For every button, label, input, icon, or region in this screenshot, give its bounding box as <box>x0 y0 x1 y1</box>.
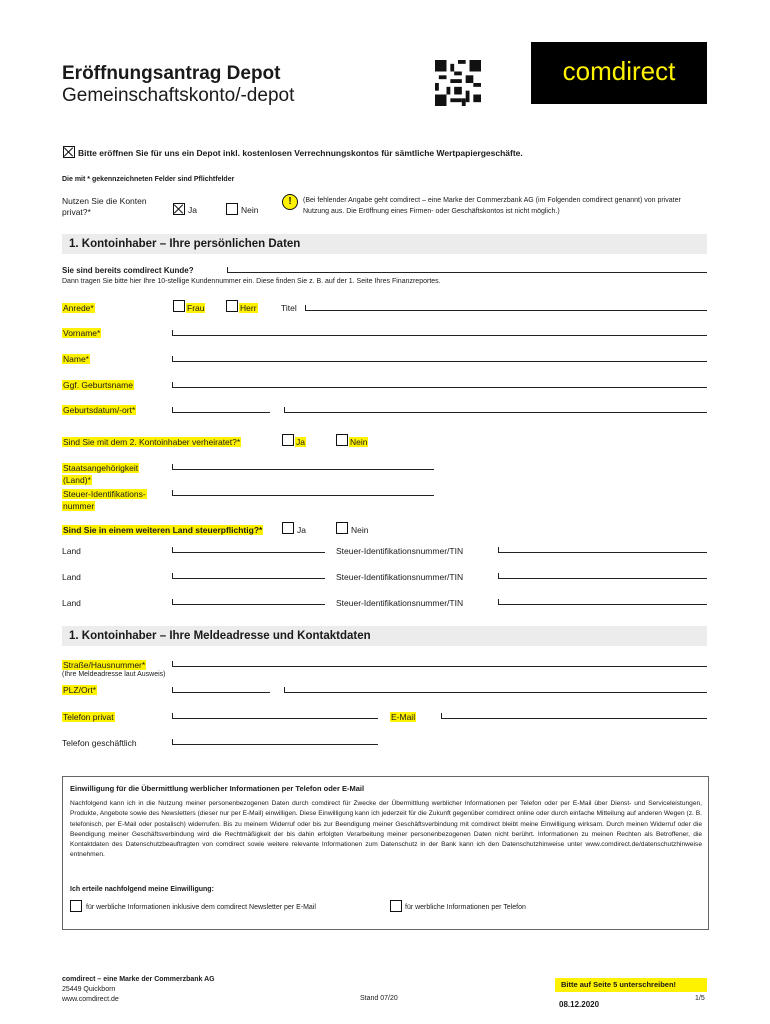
section-1-header: 1. Kontoinhaber – Ihre persönlichen Daten <box>62 234 707 254</box>
tax-question-label: Sind Sie in einem weiteren Land steuerpflichtig?* <box>63 525 263 535</box>
consent-email-label: für werbliche Informationen inklusive dem comdirect Newsletter per E-Mail <box>86 904 316 911</box>
consent-phone-checkbox[interactable] <box>390 900 402 912</box>
tax-ja-label: Ja <box>297 525 306 535</box>
plz-label: PLZ/Ort* <box>63 685 97 695</box>
page-number: 1/5 <box>695 995 705 1002</box>
land-label: Land <box>62 546 81 556</box>
section-2-header: 1. Kontoinhaber – Ihre Meldeadresse und Kontaktdaten <box>62 626 707 646</box>
staat-label-2: (Land)* <box>63 475 91 485</box>
open-depot-text: Bitte eröffnen Sie für uns ein Depot inkl. kostenlosen Verrechnungskontos für sämtliche Wertpapiergeschäfte. <box>78 148 523 158</box>
required-note: Die mit * gekennzeichneten Felder sind Pflichtfelder <box>62 176 235 183</box>
page-subtitle: Gemeinschaftskonto/-depot <box>62 85 295 106</box>
tax-nein-label: Nein <box>351 525 369 535</box>
email-field[interactable] <box>441 718 707 719</box>
steuer-id-field[interactable] <box>172 495 434 496</box>
consent-give: Ich erteile nachfolgend meine Einwilligung: <box>70 886 214 893</box>
land-field[interactable] <box>172 552 325 553</box>
footer-company: comdirect – eine Marke der Commerzbank AG <box>62 976 215 983</box>
footer-city: 25449 Quickborn <box>62 986 116 993</box>
ort-field[interactable] <box>284 692 707 693</box>
married-nein-label: Nein <box>350 437 368 447</box>
land-field[interactable] <box>172 604 325 605</box>
vorname-field[interactable] <box>172 335 707 336</box>
customer-number-field[interactable] <box>227 272 707 273</box>
tax-ja-checkbox[interactable] <box>282 522 294 534</box>
footer-date: 08.12.2020 <box>559 1000 600 1009</box>
frau-checkbox[interactable] <box>173 300 185 312</box>
email-label: E-Mail <box>391 712 416 722</box>
strasse-hint: (Ihre Meldeadresse laut Ausweis) <box>62 671 166 678</box>
plz-field[interactable] <box>172 692 270 693</box>
geburtsname-field[interactable] <box>172 387 707 388</box>
staat-label-1: Staatsangehörigkeit <box>63 463 139 473</box>
customer-hint: Dann tragen Sie bitte hier Ihre 10-stellige Kundennummer ein. Diese finden Sie z. B. auf der 1. Seite Ihres Finanzreportes. <box>62 278 441 285</box>
name-label: Name* <box>63 354 89 364</box>
land-label: Land <box>62 598 81 608</box>
warning-icon: ! <box>282 194 298 210</box>
geburtsdatum-field[interactable] <box>172 412 270 413</box>
telefon-g-label: Telefon geschäftlich <box>62 738 137 748</box>
vorname-label: Vorname* <box>63 328 101 338</box>
titel-label: Titel <box>281 303 297 313</box>
land-label: Land <box>62 572 81 582</box>
land-field[interactable] <box>172 578 325 579</box>
herr-label: Herr <box>240 303 257 313</box>
herr-checkbox[interactable] <box>226 300 238 312</box>
qr-code-icon <box>434 60 482 106</box>
private-use-note: (Bei fehlender Angabe geht comdirect – eine Marke der Commerzbank AG (im Folgenden comdirect genannt) von privater Nutzung aus. Die Eröffnung eines Firmen- oder Geschäftskontos ist nicht möglich.) <box>303 197 681 215</box>
steuer-label-2: nummer <box>63 501 95 511</box>
private-nein-checkbox[interactable] <box>226 203 238 215</box>
geburtsname-label: Ggf. Geburtsname <box>63 380 133 390</box>
consent-email-checkbox[interactable] <box>70 900 82 912</box>
telefon-field[interactable] <box>172 718 378 719</box>
married-nein-checkbox[interactable] <box>336 434 348 446</box>
tin-field[interactable] <box>498 578 707 579</box>
strasse-label: Straße/Hausnummer* <box>63 660 146 670</box>
consent-body: Nachfolgend kann ich in die Nutzung meiner personenbezogenen Daten durch comdirect für Zwecke der Übermittlung werblicher Informationen per Telefon oder per E-Mail über Dienst- und Serviceleistungen, Produkte, Angebote sowie des Newsletters (dieser nur per E-Mail) einwilligen. Diese Einwilligung kann ich jederzeit für die Zukunft gegenüber comdirect online oder durch einfache Mitteilung auf anderen Wegen (z. B. telefonisch, per E-Mail oder postalisch) widerrufen. Bis zu meinem Widerruf oder bis zur Beendigung meiner Geschäftsverbindung mit comdirect bleibt meine Einwilligung wirksam. Durch meinen Widerruf oder die Beendigung meiner Geschäftsverbindung wird die Rechtmäßigkeit der bis dahin erfolgten Verarbeitung meiner personenbezogenen Daten nicht berührt. Informationen zu meinen Rechten als Betroffener, die Kontaktdaten des Datenschutzbeauftragten von comdirect sowie weitere relevante Informationen zum Datenschutz in der Bank kann ich den Datenschutzhinweise unter www.comdirect.de/datenschutzhinweise entnehmen. <box>70 800 702 859</box>
titel-field[interactable] <box>305 310 707 311</box>
tin-field[interactable] <box>498 552 707 553</box>
name-field[interactable] <box>172 361 707 362</box>
tin-field[interactable] <box>498 604 707 605</box>
tin-label: Steuer-Identifikationsnummer/TIN <box>336 598 464 608</box>
sign-reminder: Bitte auf Seite 5 unterschreiben! <box>561 980 677 989</box>
private-nein-label: Nein <box>241 205 259 215</box>
steuer-label-1: Steuer-Identifikations- <box>63 489 146 499</box>
open-depot-checkbox[interactable] <box>63 146 75 158</box>
consent-title: Einwilligung für die Übermittlung werblicher Informationen per Telefon oder E-Mail <box>70 784 365 793</box>
private-ja-label: Ja <box>188 205 197 215</box>
married-label: Sind Sie mit dem 2. Kontoinhaber verheiratet?* <box>63 437 241 447</box>
strasse-field[interactable] <box>172 666 707 667</box>
frau-label: Frau <box>187 303 205 313</box>
tin-label: Steuer-Identifikationsnummer/TIN <box>336 546 464 556</box>
comdirect-logo: comdirect <box>531 42 707 104</box>
consent-phone-label: für werbliche Informationen per Telefon <box>405 904 526 911</box>
page-title: Eröffnungsantrag Depot <box>62 63 281 84</box>
geburtsort-field[interactable] <box>284 412 707 413</box>
married-ja-checkbox[interactable] <box>282 434 294 446</box>
geburtsdatum-label: Geburtsdatum/-ort* <box>63 405 136 415</box>
telefon-g-field[interactable] <box>172 744 378 745</box>
anrede-label: Anrede* <box>63 303 94 313</box>
footer-web: www.comdirect.de <box>62 996 119 1003</box>
telefon-label: Telefon privat <box>63 712 114 722</box>
tax-nein-checkbox[interactable] <box>336 522 348 534</box>
married-ja-label: Ja <box>296 437 305 447</box>
tin-label: Steuer-Identifikationsnummer/TIN <box>336 572 464 582</box>
customer-question: Sie sind bereits comdirect Kunde? <box>62 266 194 275</box>
footer-stand: Stand 07/20 <box>360 995 398 1002</box>
private-ja-checkbox[interactable] <box>173 203 185 215</box>
private-use-label: Nutzen Sie die Konten privat?* <box>62 196 147 217</box>
staatsangehoerigkeit-field[interactable] <box>172 469 434 470</box>
